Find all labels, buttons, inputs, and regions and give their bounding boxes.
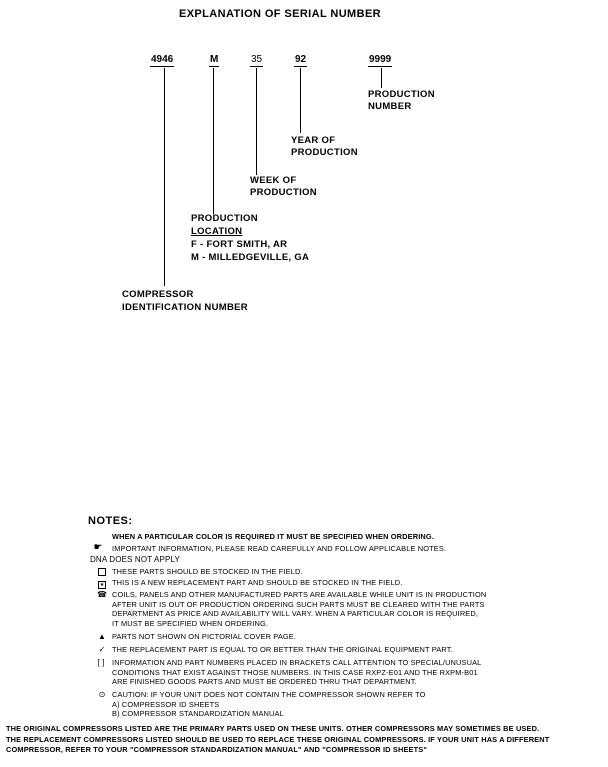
label-line: IDENTIFICATION NUMBER	[122, 302, 248, 313]
code-compressor: 4946	[151, 54, 174, 65]
note-line: ARE FINISHED GOODS PARTS AND MUST BE ORDERED THRU THAT DEPARTMENT.	[112, 677, 417, 687]
brackets-icon: [ ]	[97, 658, 105, 667]
page-title: EXPLANATION OF SERIAL NUMBER	[178, 8, 382, 20]
caution-circle-icon: ⊙	[98, 690, 106, 699]
new-part-box-icon	[96, 579, 108, 589]
note-not-shown: PARTS NOT SHOWN ON PICTORIAL COVER PAGE.	[112, 632, 297, 641]
label-week	[250, 175, 317, 199]
note-caution	[112, 690, 426, 719]
note-line: B) COMPRESSOR STANDARDIZATION MANUAL	[112, 709, 284, 719]
label-line: PRODUCTION	[191, 213, 258, 224]
label-line: COMPRESSOR	[122, 289, 194, 300]
leader-line-compressor	[164, 68, 165, 286]
note-line: CAUTION: IF YOUR UNIT DOES NOT CONTAIN THE COMPRESSOR SHOWN REFER TO	[112, 690, 426, 699]
note-coils	[112, 590, 486, 628]
triangle-icon: ▲	[98, 632, 106, 641]
leader-line-location	[213, 68, 214, 214]
label-compressor	[122, 288, 248, 314]
stock-box-icon	[96, 568, 108, 578]
phone-icon: ☎	[97, 590, 107, 599]
note-line: INFORMATION AND PART NUMBERS PLACED IN BRACKETS CALL ATTENTION TO SPECIAL/UNUSUAL	[112, 658, 482, 667]
code-year: 92	[295, 54, 307, 65]
leader-line-year	[300, 68, 301, 133]
code-production: 9999	[369, 54, 392, 65]
note-line: COILS, PANELS AND OTHER MANUFACTURED PARTS ARE AVAILABLE WHILE UNIT IS IN PRODUCTION	[112, 590, 487, 599]
label-line: YEAR OF	[291, 135, 336, 146]
label-year	[291, 135, 358, 159]
note-replacement: THE REPLACEMENT PART IS EQUAL TO OR BETTER THAN THE ORIGINAL EQUIPMENT PART.	[112, 645, 453, 654]
footer-line: THE REPLACEMENT COMPRESSORS LISTED SHOULD BE USED TO REPLACE THESE ORIGINAL COMPRESSORS. IF YOUR UNIT HAS A DIFFERENT	[6, 734, 550, 744]
label-production-number	[368, 89, 435, 113]
note-dna: DNA DOES NOT APPLY	[90, 555, 180, 564]
note-stocked: THESE PARTS SHOULD BE STOCKED IN THE FIELD.	[112, 567, 303, 576]
note-line: IT MUST BE SPECIFIED WHEN ORDERING.	[112, 618, 269, 628]
code-location: M	[210, 54, 219, 65]
note-line: DEPARTMENT AS PRICE AND AVAILABILITY WILL VARY. WHEN A PARTICULAR COLOR IS REQUIRED,	[112, 609, 479, 619]
note-line: CONDITIONS THAT EXIST AGAINST THOSE NUMBERS. IN THIS CASE RXPZ-E01 AND THE RXPM-B01	[112, 667, 478, 677]
note-new-part: THIS IS A NEW REPLACEMENT PART AND SHOULD BE STOCKED IN THE FIELD.	[112, 578, 403, 587]
label-line: PRODUCTION	[250, 187, 317, 198]
note-brackets	[112, 658, 481, 687]
label-line: NUMBER	[368, 101, 412, 112]
note-important: IMPORTANT INFORMATION, PLEASE READ CAREFULLY AND FOLLOW APPLICABLE NOTES.	[112, 544, 447, 553]
label-line: WEEK OF	[250, 175, 297, 186]
code-week: 35	[251, 54, 263, 65]
check-icon: ✓	[98, 645, 106, 654]
note-line: A) COMPRESSOR ID SHEETS	[112, 699, 220, 709]
notes-heading: NOTES:	[88, 515, 133, 527]
footer-text	[6, 724, 549, 756]
leader-line-week	[256, 68, 257, 175]
star-glyph: ★	[99, 582, 105, 588]
label-location	[191, 212, 309, 264]
note-color: WHEN A PARTICULAR COLOR IS REQUIRED IT MUST BE SPECIFIED WHEN ORDERING.	[112, 532, 435, 541]
label-line: F - FORT SMITH, AR	[191, 239, 288, 250]
label-line: PRODUCTION	[368, 89, 435, 100]
leader-line-production	[381, 68, 382, 88]
label-line: M - MILLEDGEVILLE, GA	[191, 252, 310, 263]
footer-line: COMPRESSOR, REFER TO YOUR "COMPRESSOR STANDARDIZATION MANUAL" AND "COMPRESSOR ID SHEETS"	[6, 745, 427, 754]
label-line: LOCATION	[191, 226, 243, 237]
pointing-hand-icon: ☛	[93, 542, 103, 553]
label-line: PRODUCTION	[291, 147, 358, 158]
note-line: AFTER UNIT IS OUT OF PRODUCTION ORDERING SUCH PARTS MUST BE CLEARED WITH THE PARTS	[112, 599, 485, 609]
footer-line: THE ORIGINAL COMPRESSORS LISTED ARE THE PRIMARY PARTS USED ON THESE UNITS. OTHER COMPRESSORS MAY SOMETIMES BE USED.	[6, 724, 540, 733]
